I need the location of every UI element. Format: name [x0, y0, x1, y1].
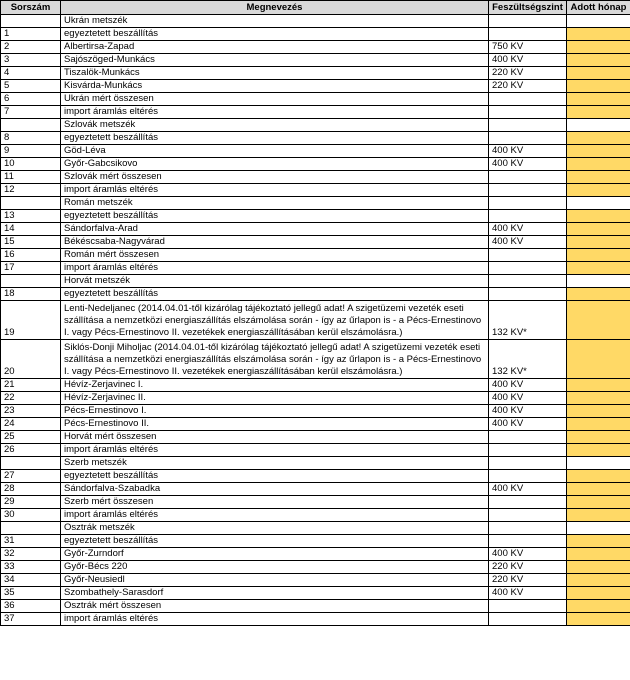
row-month-value-input[interactable]	[567, 28, 630, 41]
row-number: 36	[1, 600, 61, 613]
table-row	[1, 171, 630, 184]
row-name: Osztrák metszék	[61, 522, 489, 535]
row-number: 11	[1, 171, 61, 184]
row-voltage	[489, 262, 567, 275]
row-month-value-input[interactable]	[567, 379, 630, 392]
row-voltage: 400 KV	[489, 392, 567, 405]
row-number: 23	[1, 405, 61, 418]
row-number: 2	[1, 41, 61, 54]
table-row	[1, 223, 630, 236]
row-month-value-input[interactable]	[567, 67, 630, 80]
section-header-row	[1, 119, 630, 132]
row-name: Hévíz-Zerjavinec II.	[61, 392, 489, 405]
row-number	[1, 15, 61, 28]
table-row	[1, 28, 630, 41]
row-month-value-input[interactable]	[567, 483, 630, 496]
row-month-value-input[interactable]	[567, 457, 630, 470]
row-number	[1, 522, 61, 535]
row-month-value-input[interactable]	[567, 418, 630, 431]
table-row	[1, 41, 630, 54]
row-month-value-input[interactable]	[567, 561, 630, 574]
row-name: Osztrák mért összesen	[61, 600, 489, 613]
table-row	[1, 340, 630, 379]
row-number: 15	[1, 236, 61, 249]
header-row	[1, 1, 630, 15]
row-voltage	[489, 15, 567, 28]
table-row	[1, 535, 630, 548]
table-row	[1, 80, 630, 93]
row-number: 5	[1, 80, 61, 93]
row-number: 4	[1, 67, 61, 80]
row-month-value-input[interactable]	[567, 158, 630, 171]
row-month-value-input[interactable]	[567, 184, 630, 197]
row-month-value-input[interactable]	[567, 80, 630, 93]
table-row	[1, 496, 630, 509]
row-month-value-input[interactable]	[567, 535, 630, 548]
row-voltage: 400 KV	[489, 587, 567, 600]
row-number	[1, 197, 61, 210]
row-month-value-input[interactable]	[567, 275, 630, 288]
row-name: Pécs-Ernestinovo II.	[61, 418, 489, 431]
row-month-value-input[interactable]	[567, 15, 630, 28]
row-name: Horvát metszék	[61, 275, 489, 288]
row-month-value-input[interactable]	[567, 405, 630, 418]
table-row	[1, 483, 630, 496]
row-name: egyeztetett beszállítás	[61, 535, 489, 548]
row-voltage	[489, 613, 567, 626]
row-name: import áramlás eltérés	[61, 106, 489, 119]
row-month-value-input[interactable]	[567, 574, 630, 587]
row-month-value-input[interactable]	[567, 431, 630, 444]
row-voltage	[489, 28, 567, 41]
row-month-value-input[interactable]	[567, 197, 630, 210]
row-name: Román metszék	[61, 197, 489, 210]
row-month-value-input[interactable]	[567, 392, 630, 405]
table-row	[1, 54, 630, 67]
table-row	[1, 262, 630, 275]
row-number: 3	[1, 54, 61, 67]
table-row	[1, 548, 630, 561]
row-name: import áramlás eltérés	[61, 262, 489, 275]
row-name: egyeztetett beszállítás	[61, 210, 489, 223]
row-number: 27	[1, 470, 61, 483]
section-header-row	[1, 457, 630, 470]
header-feszultsegszint: Feszültségszint	[489, 1, 567, 15]
row-number: 35	[1, 587, 61, 600]
table-row	[1, 236, 630, 249]
row-month-value-input[interactable]	[567, 171, 630, 184]
table-body	[1, 15, 630, 626]
row-voltage	[489, 457, 567, 470]
row-voltage	[489, 184, 567, 197]
table-row	[1, 106, 630, 119]
row-number: 32	[1, 548, 61, 561]
row-name: import áramlás eltérés	[61, 613, 489, 626]
row-voltage	[489, 171, 567, 184]
row-name: import áramlás eltérés	[61, 444, 489, 457]
row-number: 20	[1, 340, 61, 379]
row-name: Szlovák metszék	[61, 119, 489, 132]
row-month-value-input[interactable]	[567, 613, 630, 626]
row-voltage	[489, 197, 567, 210]
row-name: import áramlás eltérés	[61, 509, 489, 522]
header-adott-honap: Adott hónap	[567, 1, 630, 15]
row-name: import áramlás eltérés	[61, 184, 489, 197]
row-voltage: 400 KV	[489, 548, 567, 561]
row-name: Szlovák mért összesen	[61, 171, 489, 184]
table-row	[1, 431, 630, 444]
row-name: Lenti-Nedeljanec (2014.04.01-től kizárólag tájékoztató jellegű adat! A szigetüzemi vezeték eseti szállítása a nemzetközi energiaszállítás elszámolása során - így az űrlapon is - a Pécs-Ernestinovo I. vagy Pécs-Ernestinovo II. vezetékek energiaszállításában kerül elszámolásra.)	[61, 301, 489, 340]
row-month-value-input[interactable]	[567, 106, 630, 119]
row-voltage	[489, 249, 567, 262]
row-voltage: 220 KV	[489, 80, 567, 93]
row-number: 24	[1, 418, 61, 431]
row-month-value-input[interactable]	[567, 587, 630, 600]
row-name: Siklós-Donji Miholjac (2014.04.01-től kizárólag tájékoztató jellegű adat! A szigetüzemi vezeték eseti szállítása a nemzetközi energiaszállítás elszámolása során - így az űrlapon is - a Pécs-Ernestinovo I. vagy Pécs-Ernestinovo II. vezetékek energiaszállításában kerül elszámolásra.)	[61, 340, 489, 379]
row-number	[1, 457, 61, 470]
row-voltage: 220 KV	[489, 67, 567, 80]
row-name: Sándorfalva-Arad	[61, 223, 489, 236]
row-name: Kisvárda-Munkács	[61, 80, 489, 93]
table-row	[1, 405, 630, 418]
row-voltage: 220 KV	[489, 561, 567, 574]
row-number: 28	[1, 483, 61, 496]
row-month-value-input[interactable]	[567, 522, 630, 535]
row-month-value-input[interactable]	[567, 249, 630, 262]
row-name: Szerb metszék	[61, 457, 489, 470]
table-row	[1, 600, 630, 613]
row-name: Sándorfalva-Szabadka	[61, 483, 489, 496]
row-number: 9	[1, 145, 61, 158]
table-row	[1, 132, 630, 145]
row-voltage: 400 KV	[489, 379, 567, 392]
row-name: Ukrán metszék	[61, 15, 489, 28]
table-row	[1, 574, 630, 587]
row-voltage	[489, 535, 567, 548]
row-month-value-input[interactable]	[567, 54, 630, 67]
table-row	[1, 210, 630, 223]
row-number: 30	[1, 509, 61, 522]
row-voltage	[489, 444, 567, 457]
row-month-value-input[interactable]	[567, 210, 630, 223]
row-voltage: 400 KV	[489, 223, 567, 236]
row-name: Szombathely-Sarasdorf	[61, 587, 489, 600]
row-name: Győr-Zurndorf	[61, 548, 489, 561]
row-month-value-input[interactable]	[567, 132, 630, 145]
row-number: 26	[1, 444, 61, 457]
row-voltage: 132 KV*	[489, 301, 567, 340]
section-header-row	[1, 197, 630, 210]
row-name: Ukrán mért összesen	[61, 93, 489, 106]
table-row	[1, 418, 630, 431]
row-number: 12	[1, 184, 61, 197]
row-month-value-input[interactable]	[567, 119, 630, 132]
row-name: egyeztetett beszállítás	[61, 288, 489, 301]
row-number: 6	[1, 93, 61, 106]
row-voltage	[489, 106, 567, 119]
row-number	[1, 119, 61, 132]
row-month-value-input[interactable]	[567, 600, 630, 613]
row-voltage	[489, 93, 567, 106]
table-row	[1, 93, 630, 106]
row-voltage: 400 KV	[489, 405, 567, 418]
section-header-row	[1, 275, 630, 288]
row-number: 14	[1, 223, 61, 236]
row-voltage	[489, 132, 567, 145]
row-number: 17	[1, 262, 61, 275]
table-row	[1, 158, 630, 171]
row-voltage: 750 KV	[489, 41, 567, 54]
table-row	[1, 392, 630, 405]
table-row	[1, 470, 630, 483]
row-voltage	[489, 496, 567, 509]
row-name: Győr-Gabcsikovo	[61, 158, 489, 171]
row-number: 29	[1, 496, 61, 509]
row-month-value-input[interactable]	[567, 93, 630, 106]
table-row	[1, 184, 630, 197]
row-voltage: 400 KV	[489, 54, 567, 67]
row-month-value-input[interactable]	[567, 236, 630, 249]
row-number: 37	[1, 613, 61, 626]
header-megnevezes: Megnevezés	[61, 1, 489, 15]
row-month-value-input[interactable]	[567, 444, 630, 457]
row-number: 19	[1, 301, 61, 340]
row-name: Tiszalök-Munkács	[61, 67, 489, 80]
row-month-value-input[interactable]	[567, 41, 630, 54]
header-sorszam: Sorszám	[1, 1, 61, 15]
row-name: Albertirsa-Zapad	[61, 41, 489, 54]
row-number: 33	[1, 561, 61, 574]
row-name: Román mért összesen	[61, 249, 489, 262]
row-month-value-input[interactable]	[567, 496, 630, 509]
table-row	[1, 509, 630, 522]
row-number: 18	[1, 288, 61, 301]
row-number: 25	[1, 431, 61, 444]
row-month-value-input[interactable]	[567, 340, 630, 379]
row-voltage: 400 KV	[489, 483, 567, 496]
row-name: Győr-Bécs 220	[61, 561, 489, 574]
row-voltage	[489, 600, 567, 613]
row-month-value-input[interactable]	[567, 301, 630, 340]
row-number: 34	[1, 574, 61, 587]
table-row	[1, 301, 630, 340]
row-voltage	[489, 288, 567, 301]
section-header-row	[1, 522, 630, 535]
row-voltage	[489, 210, 567, 223]
row-number: 21	[1, 379, 61, 392]
row-voltage	[489, 522, 567, 535]
row-voltage	[489, 509, 567, 522]
row-number: 16	[1, 249, 61, 262]
table-row	[1, 145, 630, 158]
row-name: Göd-Léva	[61, 145, 489, 158]
row-voltage	[489, 275, 567, 288]
row-voltage: 400 KV	[489, 418, 567, 431]
row-month-value-input[interactable]	[567, 288, 630, 301]
row-name: egyeztetett beszállítás	[61, 28, 489, 41]
table-row	[1, 288, 630, 301]
row-name: Békéscsaba-Nagyvárad	[61, 236, 489, 249]
row-name: egyeztetett beszállítás	[61, 132, 489, 145]
row-voltage	[489, 119, 567, 132]
row-month-value-input[interactable]	[567, 145, 630, 158]
row-number: 8	[1, 132, 61, 145]
row-number: 31	[1, 535, 61, 548]
row-number: 13	[1, 210, 61, 223]
row-number: 1	[1, 28, 61, 41]
table-row	[1, 67, 630, 80]
row-name: Sajószöged-Munkács	[61, 54, 489, 67]
row-voltage	[489, 431, 567, 444]
row-voltage: 220 KV	[489, 574, 567, 587]
row-voltage: 132 KV*	[489, 340, 567, 379]
row-month-value-input[interactable]	[567, 223, 630, 236]
row-name: Hévíz-Zerjavinec I.	[61, 379, 489, 392]
row-name: Horvát mért összesen	[61, 431, 489, 444]
row-voltage: 400 KV	[489, 145, 567, 158]
row-month-value-input[interactable]	[567, 470, 630, 483]
row-month-value-input[interactable]	[567, 548, 630, 561]
row-month-value-input[interactable]	[567, 262, 630, 275]
table-row	[1, 379, 630, 392]
row-month-value-input[interactable]	[567, 509, 630, 522]
row-number: 7	[1, 106, 61, 119]
table-row	[1, 613, 630, 626]
table-row	[1, 561, 630, 574]
table-row	[1, 249, 630, 262]
row-name: Szerb mért összesen	[61, 496, 489, 509]
row-name: egyeztetett beszállítás	[61, 470, 489, 483]
section-header-row	[1, 15, 630, 28]
table-row	[1, 444, 630, 457]
row-voltage: 400 KV	[489, 236, 567, 249]
row-number: 22	[1, 392, 61, 405]
row-number: 10	[1, 158, 61, 171]
row-name: Győr-Neusiedl	[61, 574, 489, 587]
table-row	[1, 587, 630, 600]
row-name: Pécs-Ernestinovo I.	[61, 405, 489, 418]
row-number	[1, 275, 61, 288]
row-voltage: 400 KV	[489, 158, 567, 171]
row-voltage	[489, 470, 567, 483]
